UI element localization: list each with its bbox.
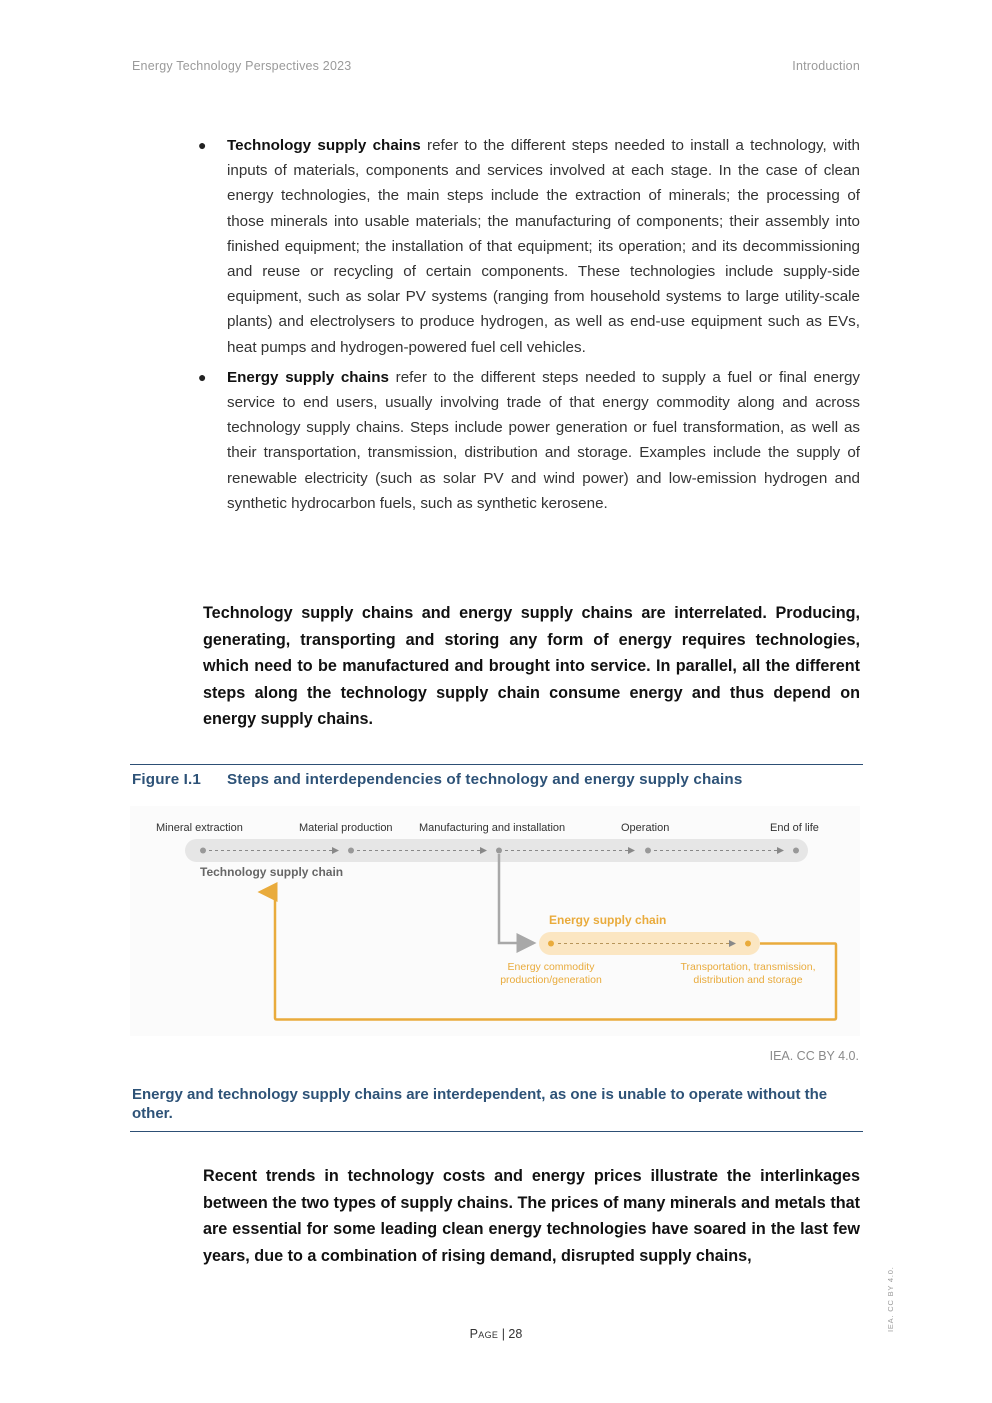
transport-label-line1: Transportation, transmission, [680, 961, 816, 973]
step-node [496, 848, 502, 854]
figure-title-text: Steps and interdependencies of technology and energy supply chains [227, 771, 743, 788]
step-node [793, 848, 799, 854]
diagram-svg [130, 806, 860, 1036]
bullet-icon: ● [198, 368, 207, 385]
running-header-section: Introduction [792, 59, 860, 73]
energy-feedback-loop-arrow [275, 892, 836, 1020]
step-label-mineral-extraction: Mineral extraction [156, 822, 243, 834]
figure-top-rule [130, 764, 863, 765]
definition-text: refer to the different steps needed to install a technology, with inputs of materials, components and services involved at each stage. In the case of clean energy technologies, the main steps include the extraction of minerals; the processing of those minerals into usable materials; the manufacturing of components; their assembly into finished equipment; the installation of that equipment; its operation; and its decommissioning and reuse or recycling of certain components. These technologies include supply-side equipment, such as solar PV systems (ranging from household systems to large utility-scale plants) and electrolysers to produce hydrogen, as well as end-use equipment such as EVs, heat pumps and hydrogen-powered fuel cell vehicles. [227, 137, 860, 356]
step-label-end-of-life: End of life [770, 822, 819, 834]
energy-node-left [548, 941, 554, 947]
figure-title [132, 771, 742, 788]
bullet-icon: ● [198, 137, 207, 153]
page-separator: | [498, 1327, 509, 1341]
page-number-value: 28 [508, 1327, 523, 1341]
list-item [196, 365, 860, 516]
page-word: Page [469, 1327, 499, 1341]
side-license-mark: IEA. CC BY 4.0. [886, 1266, 895, 1332]
list-item [196, 133, 860, 360]
energy-chain-label: Energy supply chain [549, 913, 667, 927]
step-label-manufacturing-installation: Manufacturing and installation [419, 822, 566, 834]
energy-commodity-label-line2: production/generation [500, 974, 602, 986]
step-node [645, 848, 651, 854]
figure-credit: IEA. CC BY 4.0. [769, 1049, 859, 1063]
figure-caption: Energy and technology supply chains are interdependent, as one is unable to operate without the other. [132, 1086, 828, 1122]
manufacturing-to-energy-arrow [499, 854, 534, 943]
term-energy-supply-chains: Energy supply chains [227, 368, 389, 386]
body-paragraph: Recent trends in technology costs and energy prices illustrate the interlinkages between the two types of supply chains. The prices of many minerals and metals that are essential for some leading clean energy technologies have soared in the last few years, due to a combination of rising demand, disrupted supply chains, [203, 1167, 860, 1265]
definitions-list [196, 133, 860, 521]
term-technology-supply-chains: Technology supply chains [227, 137, 421, 154]
step-node [348, 848, 354, 854]
figure-number: Figure I.1 [132, 771, 202, 788]
transport-label-line2: distribution and storage [693, 974, 803, 986]
definition-text: refer to the different steps needed to supply a fuel or final energy service to end users, usually involving trade of that energy commodity along and across technology supply chains. Steps include power generation or fuel transformation, as well as their transportation, transmission, distribution and storage. Examples include the supply of renewable electricity (such as solar PV and wind power) and low-emission hydrogen and synthetic hydrocarbon fuels, such as synthetic kerosene. [227, 368, 860, 512]
page-number [0, 1327, 992, 1341]
energy-commodity-label-line1: Energy commodity [507, 961, 595, 973]
energy-node-right [745, 941, 751, 947]
key-message-paragraph: Technology supply chains and energy supply chains are interrelated. Producing, generating, transporting and storing any form of energy requires technologies, which need to be manufactured and brought into service. In parallel, all the different steps along the technology supply chain consume energy and thus depend on energy supply chains. [203, 604, 860, 728]
step-label-operation: Operation [621, 822, 670, 834]
technology-chain-label: Technology supply chain [200, 865, 344, 879]
figure-bottom-rule [130, 1131, 863, 1132]
step-node [200, 848, 206, 854]
supply-chain-diagram [130, 806, 860, 1036]
step-label-material-production: Material production [299, 822, 393, 834]
running-header-title: Energy Technology Perspectives 2023 [132, 59, 352, 73]
